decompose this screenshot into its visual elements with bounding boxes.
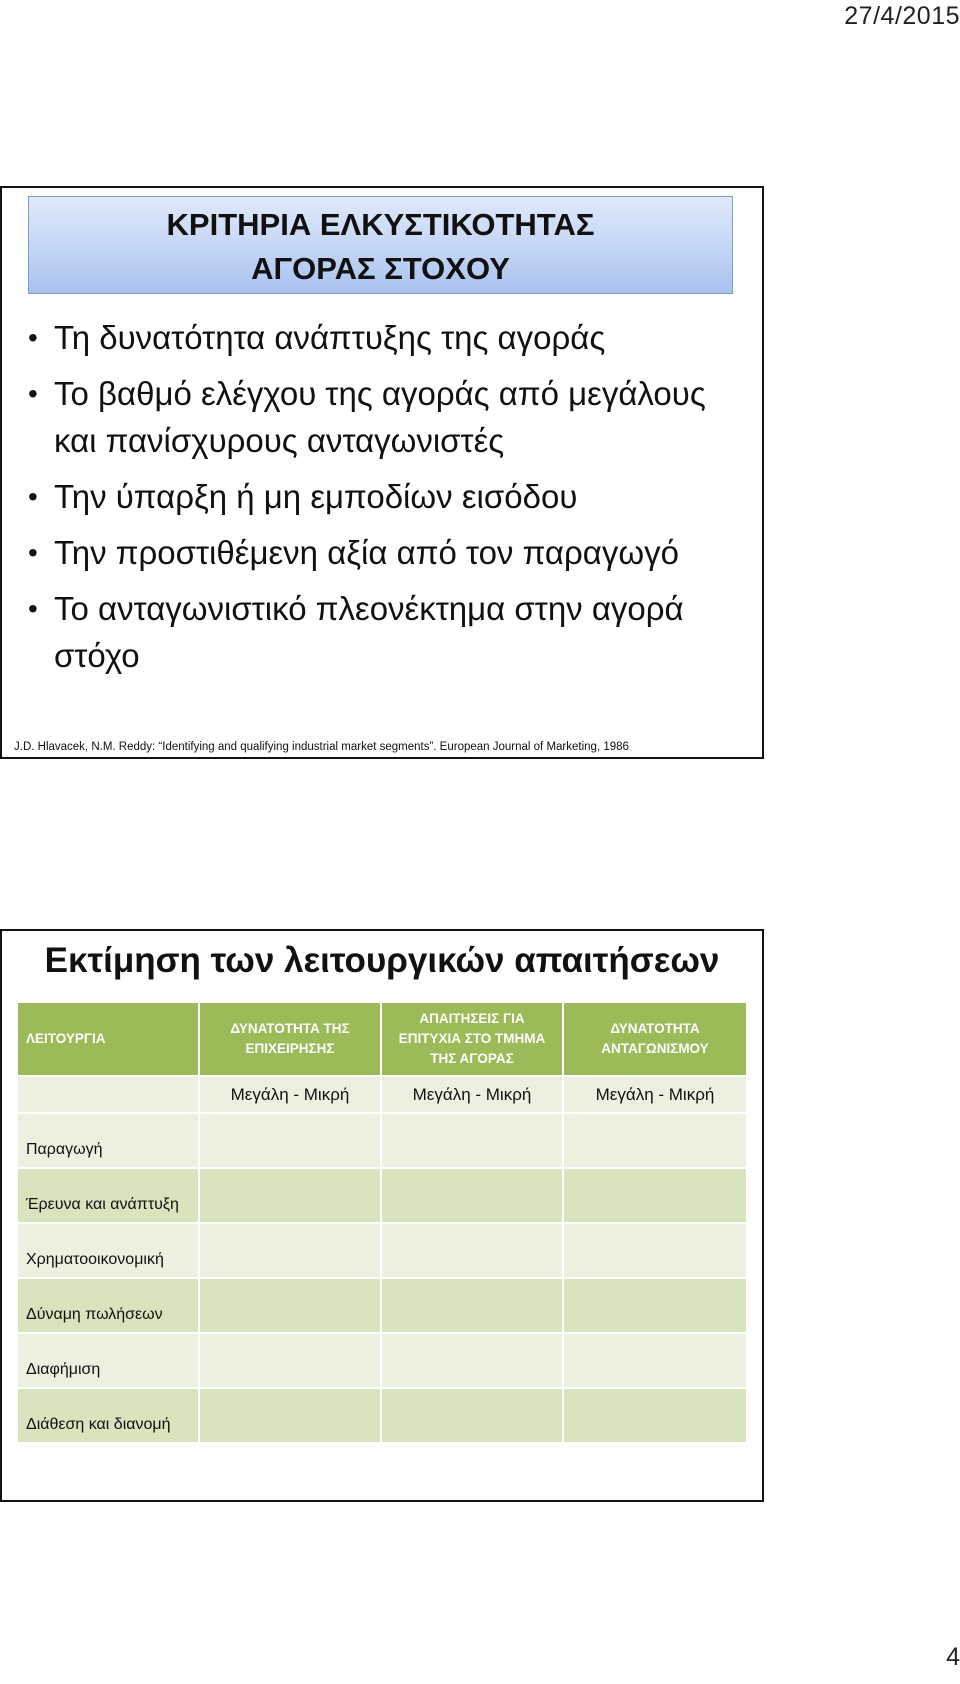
criteria-item [24,529,744,576]
table-cell [563,1168,747,1223]
criteria-text: Το ανταγωνιστικό πλεονέκτημα στην αγορά στόχο [54,590,684,674]
table-cell [563,1223,747,1278]
table-cell [563,1333,747,1388]
table-cell [563,1388,747,1443]
criteria-text: Το βαθμό ελέγχου της αγοράς από μεγάλους και πανίσχυρους ανταγωνιστές [54,375,706,459]
page-number: 4 [946,1643,960,1671]
row-label: Παραγωγή [17,1113,199,1168]
bullet-icon: • [28,593,38,624]
criteria-text: Τη δυνατότητα ανάπτυξης της αγοράς [54,319,606,356]
table-cell [381,1223,563,1278]
reference-citation: J.D. Hlavacek, N.M. Reddy: “Identifying and qualifying industrial market segments”. European Journal of Marketing, 1986 [14,741,629,753]
column-header-company-capability: ΔΥΝΑΤΟΤΗΤΑ ΤΗΣ ΕΠΙΧΕΙΡΗΣΗΣ [199,1002,381,1076]
table-cell [381,1113,563,1168]
criteria-item [24,370,744,464]
scale-cell: Μεγάλη - Μικρή [199,1076,381,1113]
slide-market-criteria [0,186,764,759]
table-cell [563,1113,747,1168]
slide-title-box [28,196,733,294]
table-cell [199,1223,381,1278]
column-header-success-requirements: ΑΠΑΙΤΗΣΕΙΣ ΓΙΑ ΕΠΙΤΥΧΙΑ ΣΤΟ ΤΜΗΜΑ ΤΗΣ ΑΓΟΡΑΣ [381,1002,563,1076]
scale-cell: Μεγάλη - Μικρή [563,1076,747,1113]
criteria-item [24,314,744,361]
scale-cell [17,1076,199,1113]
slide-title-line-2: ΑΓΟΡΑΣ ΣΤΟΧΟΥ [251,251,510,286]
table-cell [381,1333,563,1388]
column-header-competitor-capability: ΔΥΝΑΤΟΤΗΤΑ ΑΝΤΑΓΩΝΙΣΜΟΥ [563,1002,747,1076]
row-label: Διάθεση και διανομή [17,1388,199,1443]
table-cell [381,1278,563,1333]
table-cell [199,1113,381,1168]
criteria-list [24,314,744,688]
criteria-text: Την προστιθέμενη αξία από τον παραγωγό [54,534,679,571]
table-row [17,1223,747,1278]
criteria-item [24,585,744,679]
table-cell [199,1333,381,1388]
table-cell [563,1278,747,1333]
row-label: Χρηματοοικονομική [17,1223,199,1278]
column-header-function: ΛΕΙΤΟΥΡΓΙΑ [17,1002,199,1076]
bullet-icon: • [28,322,38,353]
table-row [17,1168,747,1223]
table-cell [381,1388,563,1443]
table-row [17,1333,747,1388]
row-label: Δύναμη πωλήσεων [17,1278,199,1333]
table-row [17,1113,747,1168]
table-header-row [17,1002,747,1076]
table-row [17,1278,747,1333]
table-cell [199,1168,381,1223]
row-label: Διαφήμιση [17,1333,199,1388]
page-date: 27/4/2015 [844,2,960,30]
criteria-text: Την ύπαρξη ή μη εμποδίων εισόδου [54,478,578,515]
row-label: Έρευνα και ανάπτυξη [17,1168,199,1223]
slide-title: Εκτίμηση των λειτουργικών απαιτήσεων [44,941,720,980]
requirements-table [16,1001,748,1444]
table-row [17,1388,747,1443]
slide-functional-requirements [0,929,764,1502]
table-cell [199,1388,381,1443]
table-cell [199,1278,381,1333]
table-cell [381,1168,563,1223]
bullet-icon: • [28,378,38,409]
scale-cell: Μεγάλη - Μικρή [381,1076,563,1113]
scale-row [17,1076,747,1113]
bullet-icon: • [28,537,38,568]
criteria-item [24,473,744,520]
bullet-icon: • [28,481,38,512]
slide-title-line-1: ΚΡΙΤΗΡΙΑ ΕΛΚΥΣΤΙΚΟΤΗΤΑΣ [166,207,595,242]
